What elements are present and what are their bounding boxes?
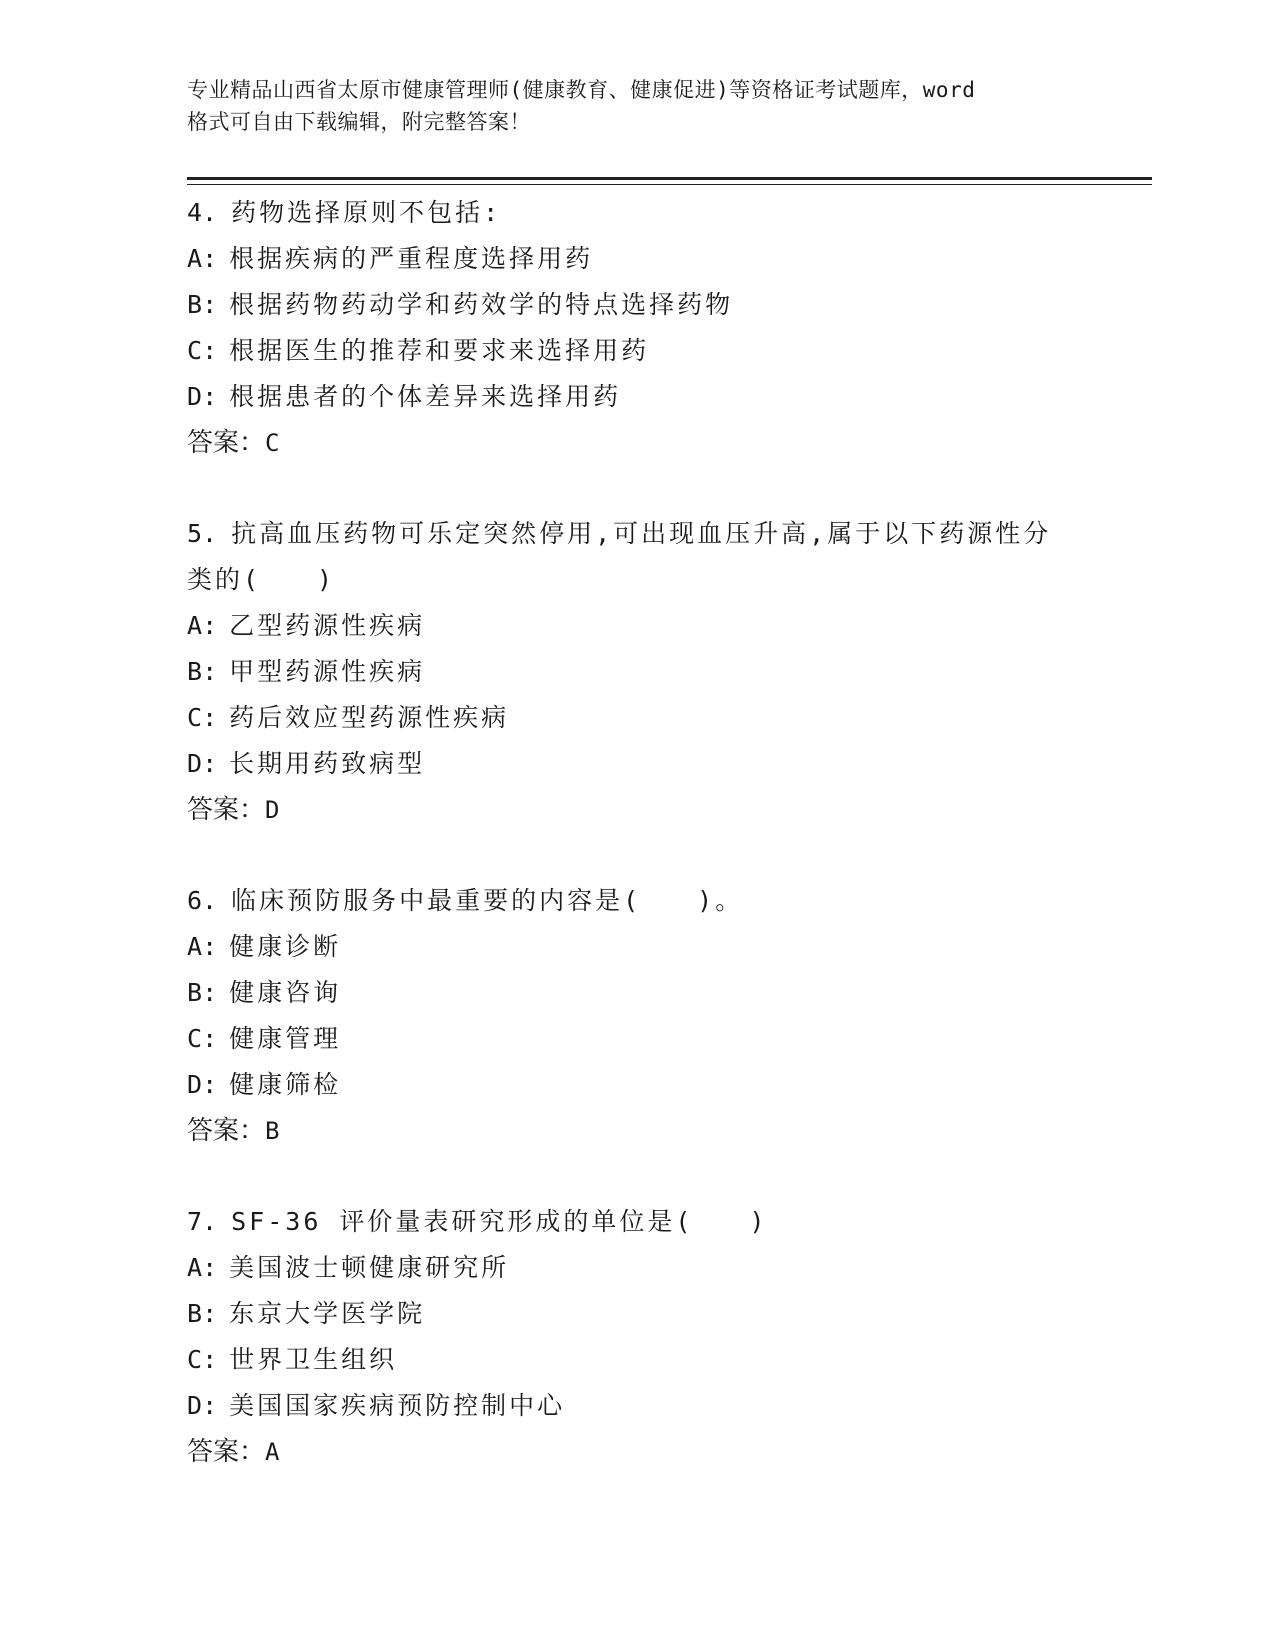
- option-separator: :: [202, 611, 218, 640]
- answer-value: A: [265, 1438, 280, 1466]
- question-text: SF-36 评价量表研究形成的单位是( ): [231, 1207, 768, 1236]
- option-text: 健康筛检: [229, 1070, 342, 1099]
- option-d: [187, 1062, 1087, 1108]
- question-text: 抗高血压药物可乐定突然停用,可出现血压升高,属于以下药源性分: [231, 519, 1052, 548]
- option-d: [187, 741, 1087, 787]
- question-block: [187, 511, 1087, 833]
- answer-line: [187, 420, 1087, 466]
- option-b: [187, 1291, 1087, 1337]
- question-block: [187, 878, 1087, 1154]
- option-separator: :: [202, 336, 218, 365]
- option-text: 乙型药源性疾病: [229, 611, 426, 640]
- question-block: [187, 1199, 1087, 1475]
- header-line-1: 专业精品山西省太原市健康管理师(健康教育、健康促进)等资格证考试题库，word: [187, 78, 976, 102]
- option-letter: B: [187, 657, 203, 686]
- option-text: 美国国家疾病预防控制中心: [229, 1391, 566, 1420]
- header-divider-thick: [187, 177, 1152, 180]
- option-a: [187, 236, 1087, 282]
- answer-value: C: [265, 429, 280, 457]
- question-block: [187, 190, 1087, 466]
- question-text: 药物选择原则不包括:: [231, 198, 502, 227]
- question-text: 类的( ): [187, 565, 336, 594]
- option-c: [187, 1337, 1087, 1383]
- option-text: 世界卫生组织: [229, 1345, 398, 1374]
- option-b: [187, 649, 1087, 695]
- option-text: 美国波士顿健康研究所: [229, 1253, 510, 1282]
- answer-label: 答案：: [187, 1437, 266, 1467]
- option-separator: :: [202, 1253, 218, 1282]
- option-letter: D: [187, 1391, 203, 1420]
- option-separator: :: [202, 1070, 218, 1099]
- answer-value: B: [265, 1117, 280, 1145]
- option-text: 根据患者的个体差异来选择用药: [229, 382, 622, 411]
- option-c: [187, 695, 1087, 741]
- option-b: [187, 970, 1087, 1016]
- option-separator: :: [202, 244, 218, 273]
- option-letter: D: [187, 382, 203, 411]
- option-separator: :: [202, 703, 218, 732]
- option-letter: C: [187, 1024, 203, 1053]
- option-a: [187, 924, 1087, 970]
- question-stem: [187, 1199, 1087, 1245]
- option-letter: C: [187, 336, 203, 365]
- question-list: [187, 190, 1087, 1520]
- option-letter: A: [187, 611, 203, 640]
- option-separator: :: [202, 1391, 218, 1420]
- option-separator: :: [202, 978, 218, 1007]
- option-text: 根据药物药动学和药效学的特点选择药物: [229, 290, 734, 319]
- option-c: [187, 328, 1087, 374]
- answer-value: D: [265, 796, 280, 824]
- option-text: 健康管理: [229, 1024, 342, 1053]
- option-text: 根据疾病的严重程度选择用药: [229, 244, 594, 273]
- option-separator: :: [202, 1299, 218, 1328]
- option-text: 东京大学医学院: [229, 1299, 426, 1328]
- option-text: 健康诊断: [229, 932, 342, 961]
- question-text: 临床预防服务中最重要的内容是( )。: [231, 886, 744, 915]
- answer-label: 答案：: [187, 795, 266, 825]
- option-c: [187, 1016, 1087, 1062]
- option-text: 健康咨询: [229, 978, 342, 1007]
- option-separator: :: [202, 1345, 218, 1374]
- question-stem: [187, 878, 1087, 924]
- option-separator: :: [202, 290, 218, 319]
- answer-label: 答案：: [187, 428, 266, 458]
- option-d: [187, 374, 1087, 420]
- question-number: 7.: [187, 1207, 218, 1236]
- option-a: [187, 1245, 1087, 1291]
- option-letter: A: [187, 932, 203, 961]
- option-d: [187, 1383, 1087, 1429]
- option-text: 甲型药源性疾病: [229, 657, 426, 686]
- option-letter: C: [187, 703, 203, 732]
- option-letter: A: [187, 1253, 203, 1282]
- answer-label: 答案：: [187, 1116, 266, 1146]
- option-separator: :: [202, 1024, 218, 1053]
- option-letter: B: [187, 290, 203, 319]
- question-stem-continued: [187, 557, 1087, 603]
- header-line-2: 格式可自由下载编辑，附完整答案！: [187, 110, 531, 134]
- option-letter: C: [187, 1345, 203, 1374]
- question-number: 4.: [187, 198, 218, 227]
- option-letter: B: [187, 978, 203, 1007]
- question-number: 6.: [187, 886, 218, 915]
- answer-line: [187, 1429, 1087, 1475]
- answer-line: [187, 787, 1087, 833]
- question-stem: [187, 511, 1087, 557]
- option-text: 药后效应型药源性疾病: [229, 703, 510, 732]
- option-a: [187, 603, 1087, 649]
- option-letter: D: [187, 1070, 203, 1099]
- option-letter: A: [187, 244, 203, 273]
- answer-line: [187, 1108, 1087, 1154]
- document-header: [187, 74, 1087, 138]
- header-divider-thin: [187, 184, 1152, 185]
- option-separator: :: [202, 932, 218, 961]
- question-number: 5.: [187, 519, 218, 548]
- option-b: [187, 282, 1087, 328]
- option-text: 根据医生的推荐和要求来选择用药: [229, 336, 650, 365]
- question-stem: [187, 190, 1087, 236]
- option-separator: :: [202, 749, 218, 778]
- option-separator: :: [202, 382, 218, 411]
- option-text: 长期用药致病型: [229, 749, 426, 778]
- option-letter: B: [187, 1299, 203, 1328]
- option-separator: :: [202, 657, 218, 686]
- option-letter: D: [187, 749, 203, 778]
